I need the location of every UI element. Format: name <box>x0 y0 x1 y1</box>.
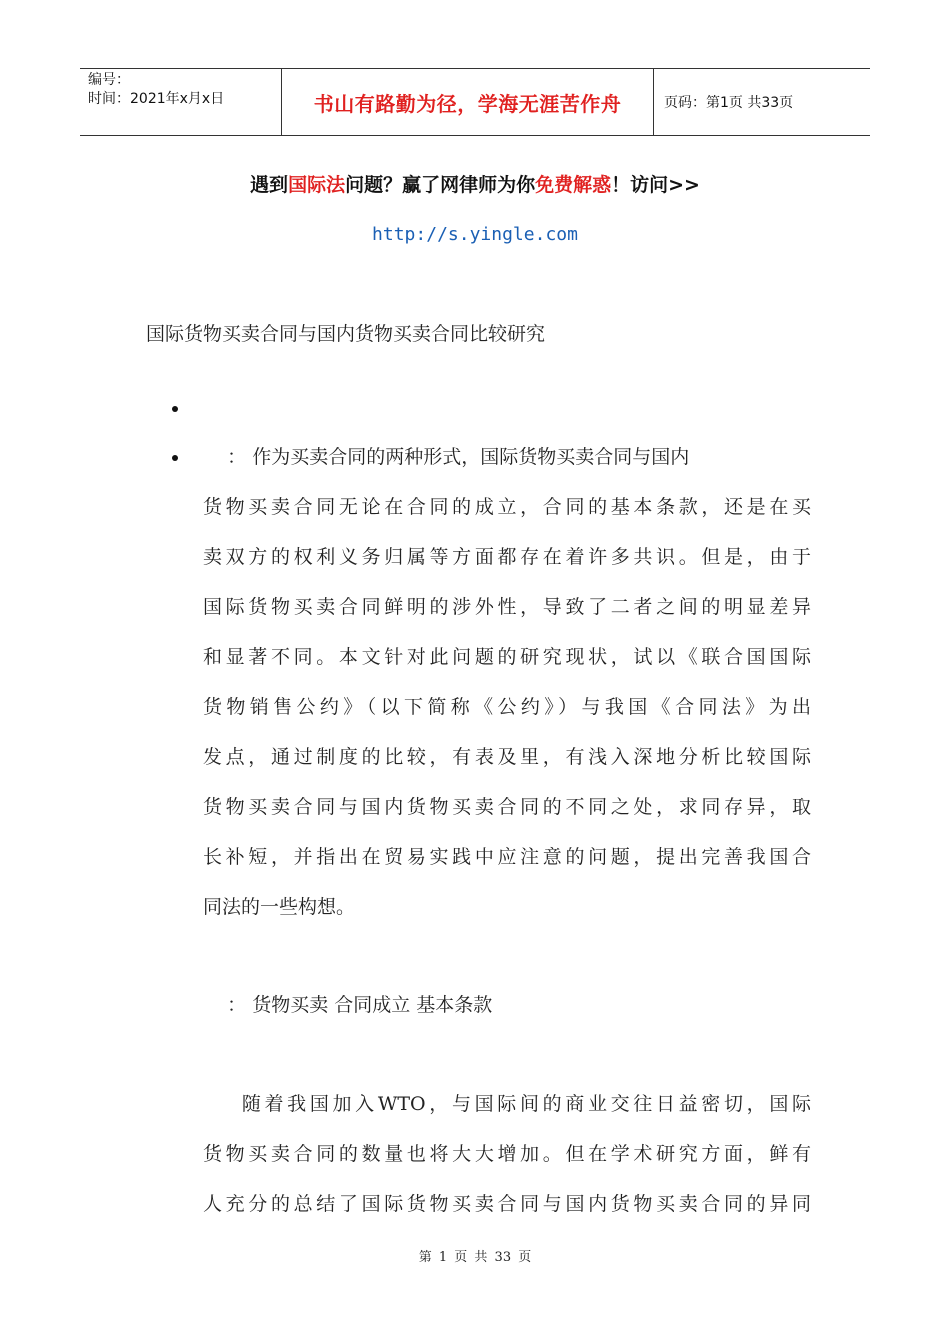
abstract-line: 同法的一些构想。 <box>203 896 356 918</box>
abstract-line: 货物销售公约》（以下简称《公约》）与我国《合同法》为出 <box>203 696 811 718</box>
abstract-line: ： 作为买卖合同的两种形式，国际货物买卖合同与国内 <box>203 446 690 468</box>
page-info-text: 页码：第1页 共33页 <box>664 95 794 111</box>
promo-highlight-international-law: 国际法 <box>288 174 346 196</box>
body-line: 货物买卖合同的数量也将大大增加。但在学术研究方面，鲜有 <box>203 1143 811 1165</box>
abstract-line: 卖双方的权利义务归属等方面都存在着许多共识。但是，由于 <box>203 546 811 568</box>
body-line: 人充分的总结了国际货物买卖合同与国内货物买卖合同的异同 <box>203 1193 811 1215</box>
time-label: 时间：2021年x月x日 <box>88 91 225 107</box>
promo-text-2: 问题？赢了网律师为你 <box>345 174 536 196</box>
abstract-line: 和显著不同。本文针对此问题的研究现状，试以《联合国国际 <box>203 646 811 668</box>
bullet-empty <box>172 406 178 412</box>
abstract-line: 货物买卖合同与国内货物买卖合同的不同之处，求同存异，取 <box>203 796 811 818</box>
number-label: 编号： <box>88 72 130 88</box>
body-paragraph <box>203 1079 811 1229</box>
promo-text-3: ！访问>> <box>611 174 700 196</box>
promo-banner <box>0 170 950 197</box>
header-meta-cell <box>80 69 281 135</box>
abstract-line: 国际货物买卖合同鲜明的涉外性，导致了二者之间的明显差异 <box>203 596 811 618</box>
motto-text: 书山有路勤为径，学海无涯苦作舟 <box>313 91 622 116</box>
document-header-table <box>80 68 870 136</box>
promo-highlight-free: 免费解惑 <box>535 174 612 196</box>
abstract-paragraph <box>203 432 811 932</box>
promo-link[interactable]: http://s.yingle.com <box>372 224 578 245</box>
keywords-line: ： 货物买卖 合同成立 基本条款 <box>203 994 493 1016</box>
body-line: 随着我国加入WTO，与国际间的商业交往日益密切，国际 <box>203 1093 811 1115</box>
promo-text-1: 遇到 <box>250 174 289 196</box>
motto-cell <box>281 69 654 135</box>
abstract-line: 长补短，并指出在贸易实践中应注意的问题，提出完善我国合 <box>203 846 811 868</box>
page-footer: 第 1 页 共 33 页 <box>418 1250 532 1265</box>
bullet-abstract <box>172 455 178 461</box>
page-info-cell <box>654 69 870 135</box>
abstract-line: 发点，通过制度的比较，有表及里，有浅入深地分析比较国际 <box>203 746 811 768</box>
document-title: 国际货物买卖合同与国内货物买卖合同比较研究 <box>146 323 546 345</box>
abstract-line: 货物买卖合同无论在合同的成立，合同的基本条款，还是在买 <box>203 496 811 518</box>
